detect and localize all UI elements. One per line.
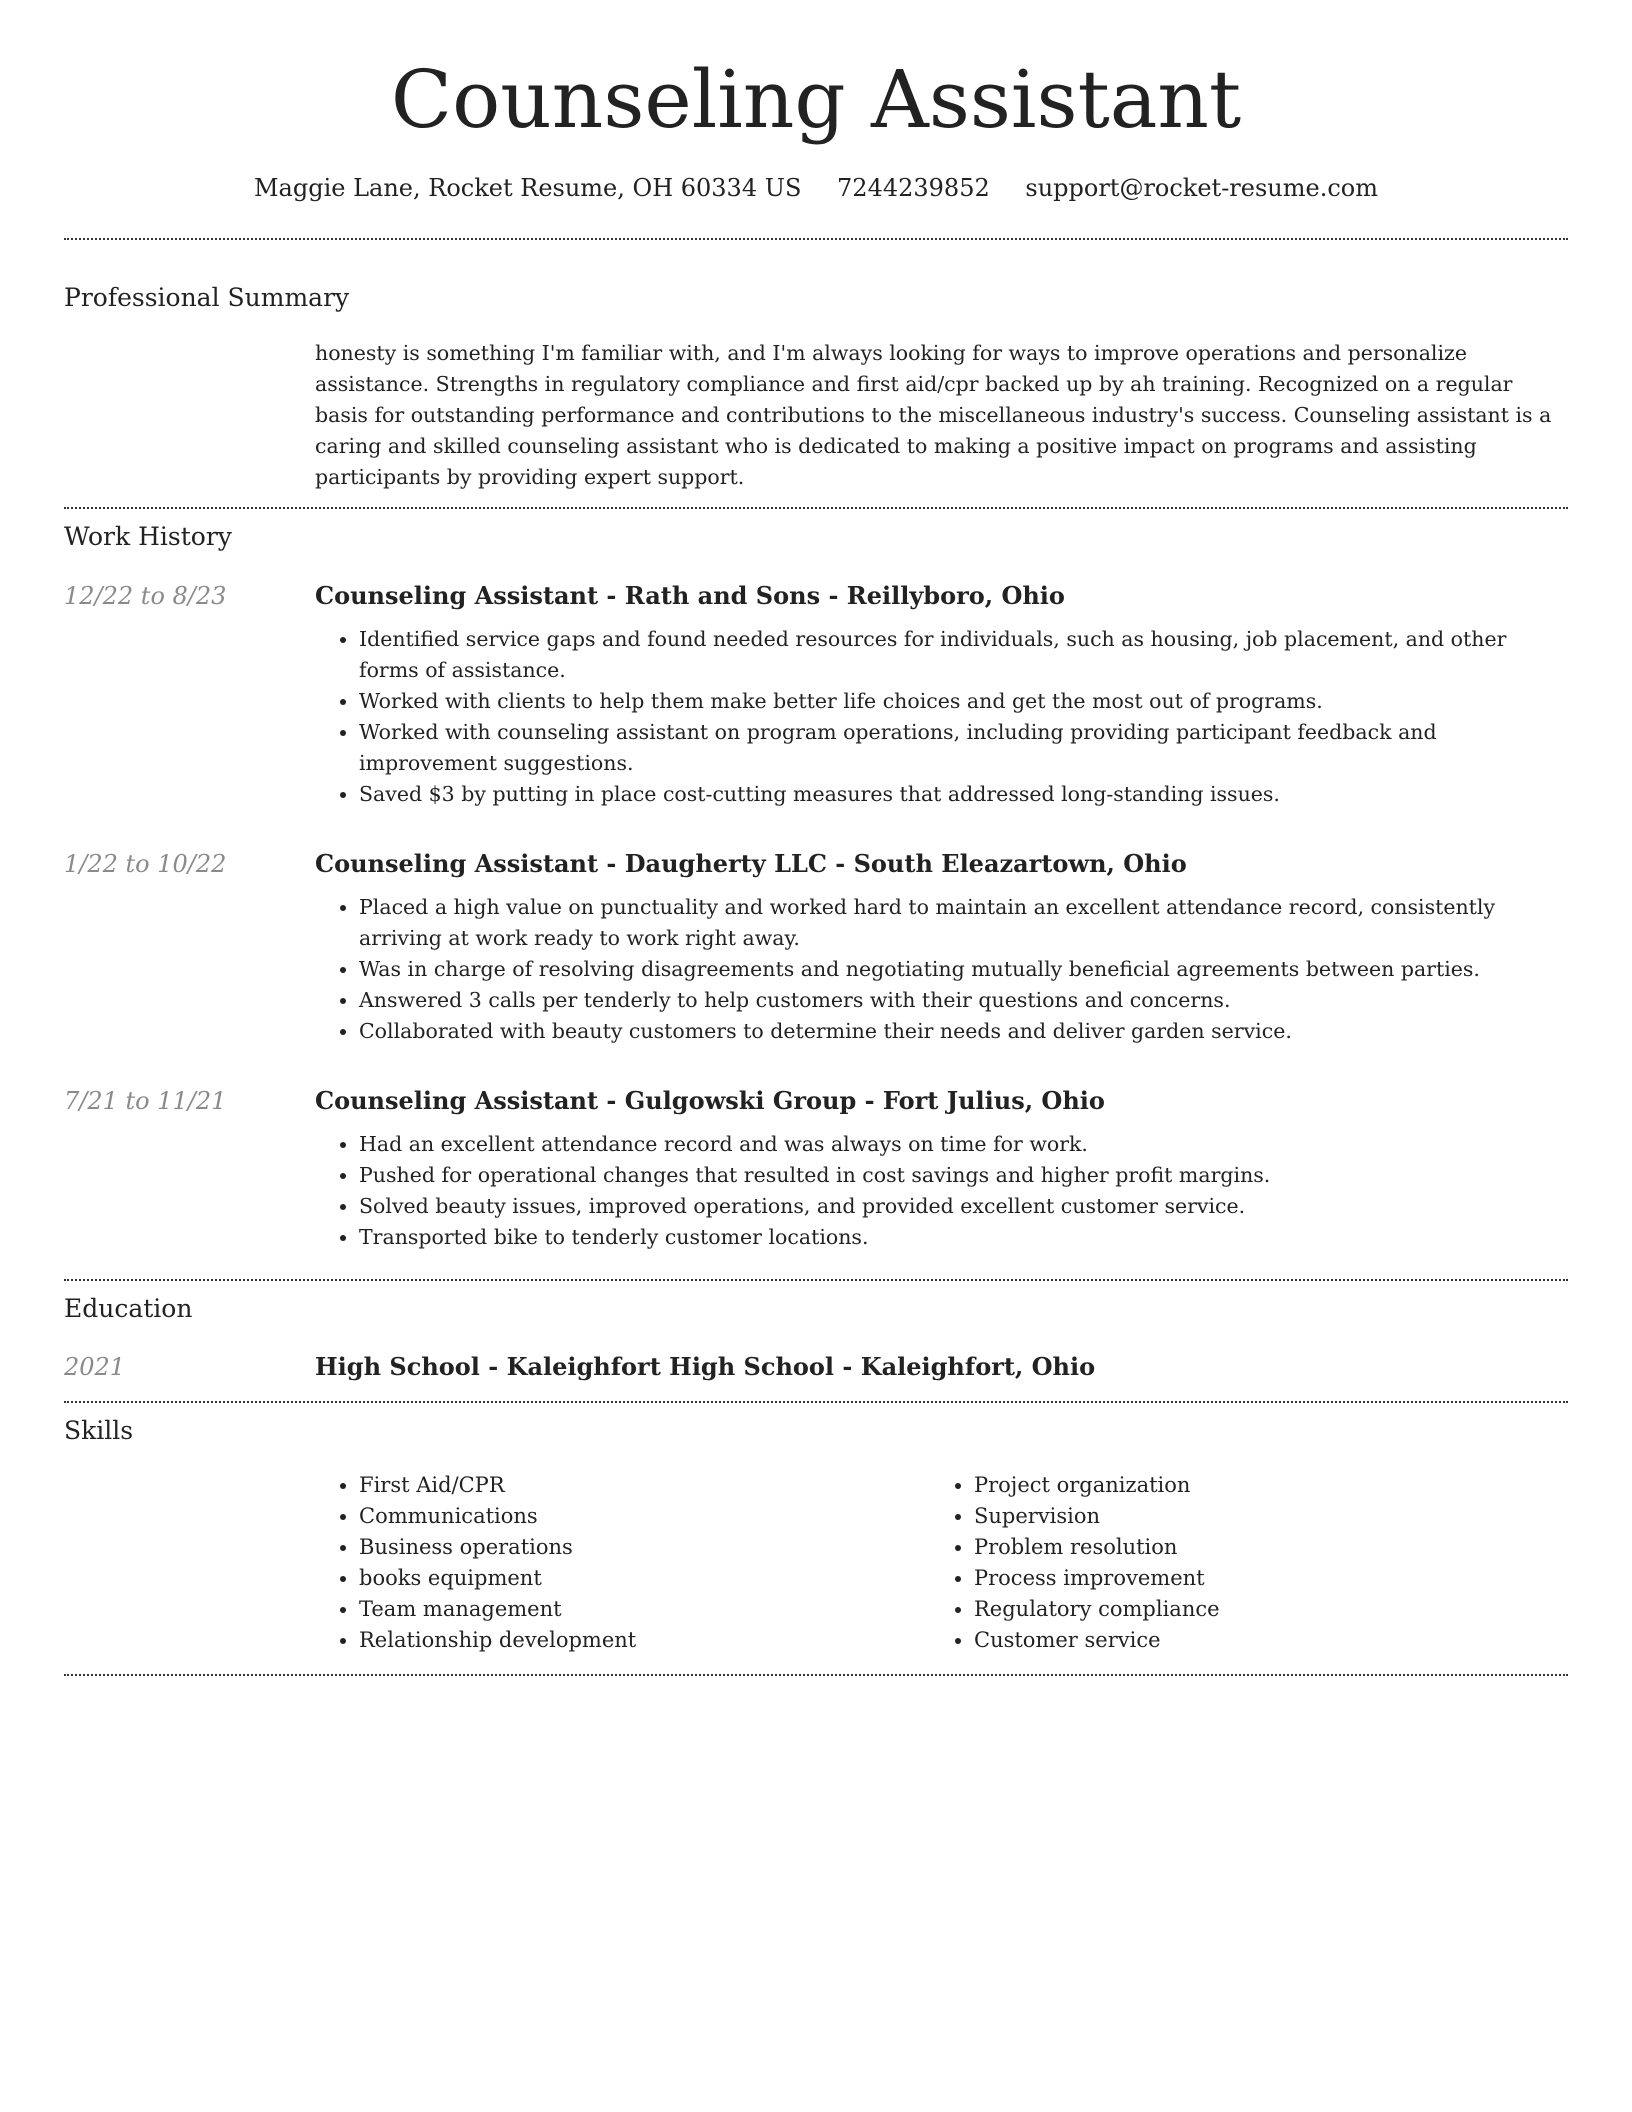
job-bullet: • Worked with counseling assistant on program operations, including providing participant feedback and improvement suggestions. bbox=[359, 717, 1570, 779]
job-bullet: • Pushed for operational changes that resulted in cost savings and higher profit margins. bbox=[359, 1160, 1570, 1191]
summary-text: honesty is something I'm familiar with, and I'm always looking for ways to improve operations and personalize assistance. Strengths in regulatory compliance and first aid/cpr backed up by ah training. Recognized on a regular basis for outstanding performance and contributions to the miscellaneous industry's success. Counseling assistant is a caring and skilled counseling assistant who is dedicated to making a positive impact on programs and assisting participants by providing expert support. bbox=[315, 341, 1552, 489]
resume-name: Counseling Assistant bbox=[390, 53, 1242, 146]
education-entry bbox=[315, 1349, 1570, 1385]
job-entry bbox=[315, 846, 1570, 1047]
section-title-summary: Professional Summary bbox=[64, 283, 350, 312]
divider-work bbox=[64, 1279, 1568, 1281]
skill-item: • Supervision bbox=[974, 1501, 1545, 1532]
job-dates: 1/22 to 10/22 bbox=[64, 850, 227, 878]
section-title-work: Work History bbox=[64, 522, 232, 551]
job-dates: 7/21 to 11/21 bbox=[64, 1087, 227, 1115]
job-entry bbox=[315, 578, 1570, 810]
skill-item: • Relationship development bbox=[359, 1625, 930, 1656]
skills-block bbox=[315, 1470, 1570, 1656]
divider-header bbox=[64, 238, 1568, 240]
job-entry bbox=[315, 1083, 1570, 1253]
job-bullets bbox=[315, 1129, 1570, 1253]
job-bullet: • Identified service gaps and found needed resources for individuals, such as housing, job placement, and other forms of assistance. bbox=[359, 624, 1570, 686]
job-bullet: • Transported bike to tenderly customer locations. bbox=[359, 1222, 1570, 1253]
skills-columns bbox=[315, 1470, 1570, 1656]
job-title: Counseling Assistant - Gulgowski Group - Fort Julius, Ohio bbox=[315, 1086, 1105, 1115]
section-title-skills: Skills bbox=[64, 1416, 134, 1445]
job-bullet: • Solved beauty issues, improved operations, and provided excellent customer service. bbox=[359, 1191, 1570, 1222]
skills-list-left bbox=[315, 1470, 930, 1656]
section-title-education: Education bbox=[64, 1294, 193, 1323]
skill-item: • Team management bbox=[359, 1594, 930, 1625]
skills-list-right bbox=[930, 1470, 1545, 1656]
job-bullet: • Answered 3 calls per tenderly to help customers with their questions and concerns. bbox=[359, 985, 1570, 1016]
divider-summary bbox=[64, 507, 1568, 509]
summary-block bbox=[315, 338, 1570, 493]
job-bullets bbox=[315, 892, 1570, 1047]
job-title: Counseling Assistant - Daugherty LLC - South Eleazartown, Ohio bbox=[315, 849, 1187, 878]
divider-education bbox=[64, 1401, 1568, 1403]
job-bullet: • Saved $3 by putting in place cost-cutting measures that addressed long-standing issues. bbox=[359, 779, 1570, 810]
contact-email: support@rocket-resume.com bbox=[1025, 174, 1378, 202]
job-bullets bbox=[315, 624, 1570, 810]
skill-item: • Process improvement bbox=[974, 1563, 1545, 1594]
skill-item: • Regulatory compliance bbox=[974, 1594, 1545, 1625]
job-bullet: • Was in charge of resolving disagreements and negotiating mutually beneficial agreements between parties. bbox=[359, 954, 1570, 985]
skill-item: • Project organization bbox=[974, 1470, 1545, 1501]
skill-item: • Business operations bbox=[359, 1532, 930, 1563]
skill-item: • Communications bbox=[359, 1501, 930, 1532]
job-bullet: • Had an excellent attendance record and was always on time for work. bbox=[359, 1129, 1570, 1160]
education-title: High School - Kaleighfort High School - Kaleighfort, Ohio bbox=[315, 1352, 1096, 1381]
skill-item: • First Aid/CPR bbox=[359, 1470, 930, 1501]
skill-item: • books equipment bbox=[359, 1563, 930, 1594]
skill-item: • Problem resolution bbox=[974, 1532, 1545, 1563]
job-title: Counseling Assistant - Rath and Sons - Reillyboro, Ohio bbox=[315, 581, 1065, 610]
job-dates: 12/22 to 8/23 bbox=[64, 582, 227, 610]
job-bullet: • Collaborated with beauty customers to determine their needs and deliver garden service. bbox=[359, 1016, 1570, 1047]
education-year: 2021 bbox=[64, 1353, 126, 1381]
job-bullet: • Placed a high value on punctuality and worked hard to maintain an excellent attendance record, consistently arriving at work ready to work right away. bbox=[359, 892, 1570, 954]
contact-address: Maggie Lane, Rocket Resume, OH 60334 US bbox=[253, 174, 802, 202]
contact-line bbox=[0, 170, 1632, 206]
divider-skills bbox=[64, 1674, 1568, 1676]
contact-phone: 7244239852 bbox=[837, 174, 990, 202]
skill-item: • Customer service bbox=[974, 1625, 1545, 1656]
job-bullet: • Worked with clients to help them make better life choices and get the most out of programs. bbox=[359, 686, 1570, 717]
